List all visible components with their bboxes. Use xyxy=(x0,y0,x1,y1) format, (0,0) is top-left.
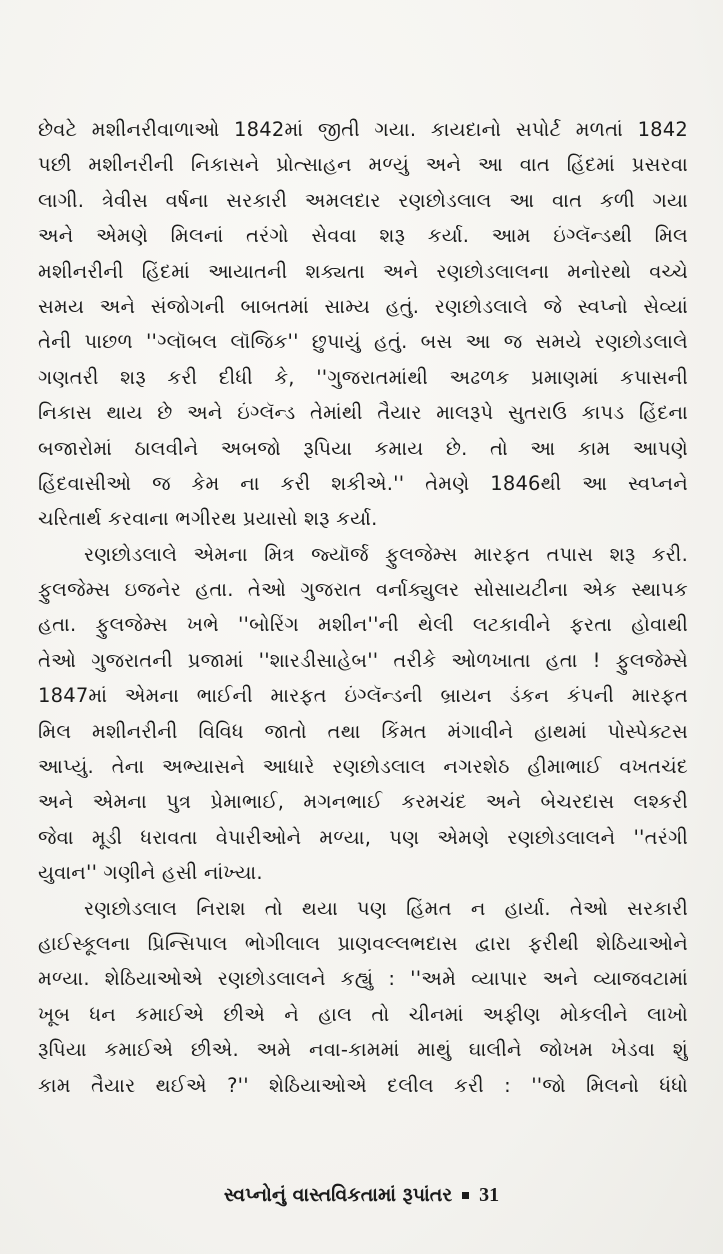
text-line: રૂપિયા કમાઈએ છીએ. અમે નવા-કામમાં માથું ઘાલીને જોખમ ખેડવા શું xyxy=(38,1038,688,1062)
paragraph-2 xyxy=(38,537,688,891)
text-line: કામ તૈયાર થઈએ ?'' શેઠિયાઓએ દલીલ કરી : ''જો મિલનો ધંધો xyxy=(38,1073,688,1097)
text-line: ચરિતાર્થ કરવાના ભગીરથ પ્રયાસો શરૂ કર્યા. xyxy=(38,507,378,531)
text-line: તેની પાછળ ''ગ્લૉબલ લૉજિક'' છુપાયું હતું. બસ આ જ સમયે રણછોડલાલે xyxy=(38,330,688,354)
text-line: નિકાસ થાય છે અને ઇંગ્લૅન્ડ તેમાંથી તૈયાર માલરૂપે સુતરાઉ કાપડ હિંદના xyxy=(38,401,688,425)
paragraph-3 xyxy=(38,891,688,1103)
text-line: ગણતરી શરૂ કરી દીધી કે, ''ગુજરાતમાંથી અઢળક પ્રમાણમાં કપાસની xyxy=(38,365,688,389)
paragraph-1 xyxy=(38,112,688,537)
text-line: હિંદવાસીઓ જ કેમ ના કરી શકીએ.'' તેમણે 1846થી આ સ્વપ્નને xyxy=(38,471,688,495)
text-line: લાગી. ત્રેવીસ વર્ષના સરકારી અમલદાર રણછોડલાલ આ વાત કળી ગયા xyxy=(38,188,688,212)
text-line: અને એમણે મિલનાં તરંગો સેવવા શરૂ કર્યા. આમ ઇંગ્લૅન્ડથી મિલ xyxy=(38,224,688,248)
text-line: ફુલજેમ્સ ઇજનેર હતા. તેઓ ગુજરાત વર્નાક્યુલર સોસાયટીના એક સ્થાપક xyxy=(38,578,688,602)
text-line: હતા. ફુલજેમ્સ ખભે ''બોરિંગ મશીન''ની થેલી લટકાવીને ફરતા હોવાથી xyxy=(38,613,688,637)
text-line: યુવાન'' ગણીને હસી નાંખ્યા. xyxy=(38,861,263,885)
text-line: આપ્યું. તેના અભ્યાસને આધારે રણછોડલાલ નગરશેઠ હીમાભાઈ વખતચંદ xyxy=(38,755,688,779)
text-line: જેવા મૂડી ધરાવતા વેપારીઓને મળ્યા, પણ એમણે રણછોડલાલને ''તરંગી xyxy=(38,825,688,849)
text-line: છેવટે મશીનરીવાળાઓ 1842માં જીતી ગયા. કાયદાનો સપોર્ટ મળતાં 1842 xyxy=(38,118,688,141)
text-line: અને એમના પુત્ર પ્રેમાભાઈ, મગનભાઈ કરમચંદ અને બેચરદાસ લશ્કરી xyxy=(38,790,688,814)
text-line: હાઈસ્કૂલના પ્રિન્સિપાલ ભોગીલાલ પ્રાણવલ્લભદાસ દ્વારા ફરીથી શેઠિયાઓને xyxy=(38,931,688,955)
text-line: રણછોડલાલ નિરાશ તો થયા પણ હિંમત ન હાર્યા. તેઓ સરકારી xyxy=(84,896,688,920)
body-text xyxy=(38,112,688,1103)
text-line: મિલ મશીનરીની વિવિધ જાતો તથા કિંમત મંગાવીને હાથમાં પોસ્પેક્ટસ xyxy=(38,719,688,743)
page-number: 31 xyxy=(479,1184,500,1206)
text-line: મળ્યા. શેઠિયાઓએ રણછોડલાલને કહ્યું : ''અમે વ્યાપાર અને વ્યાજવટામાં xyxy=(38,967,688,991)
text-line: 1847માં એમના ભાઈની મારફત ઇંગ્લૅન્ડની બ્રાયન ડંકન કંપની મારફત xyxy=(38,684,688,708)
text-line: ખૂબ ધન કમાઈએ છીએ ને હાલ તો ચીનમાં અફીણ મોકલીને લાખો xyxy=(38,1002,688,1026)
text-line: તેઓ ગુજરાતની પ્રજામાં ''શારડીસાહેબ'' તરીકે ઓળખાતા હતા ! ફુલજેમ્સે xyxy=(38,648,688,672)
text-line: મશીનરીની હિંદમાં આયાતની શક્યતા અને રણછોડલાલના મનોરથો વચ્ચે xyxy=(38,259,688,283)
page-footer xyxy=(0,1184,723,1207)
text-line: પછી મશીનરીની નિકાસને પ્રોત્સાહન મળ્યું અને આ વાત હિંદમાં પ્રસરવા xyxy=(38,153,688,177)
separator-square-icon xyxy=(462,1192,469,1199)
text-line: સમય અને સંજોગની બાબતમાં સામ્ય હતું. રણછોડલાલે જે સ્વપ્નો સેવ્યાં xyxy=(38,294,688,318)
running-title: સ્વપ્નોનું વાસ્તવિકતામાં રૂપાંતર xyxy=(223,1184,453,1206)
text-line: રણછોડલાલે એમના મિત્ર જ્યૉર્જ ફુલજેમ્સ મારફત તપાસ શરૂ કરી. xyxy=(84,542,688,566)
text-line: બજારોમાં ઠાલવીને અબજો રૂપિયા કમાય છે. તો આ કામ આપણે xyxy=(38,436,688,460)
